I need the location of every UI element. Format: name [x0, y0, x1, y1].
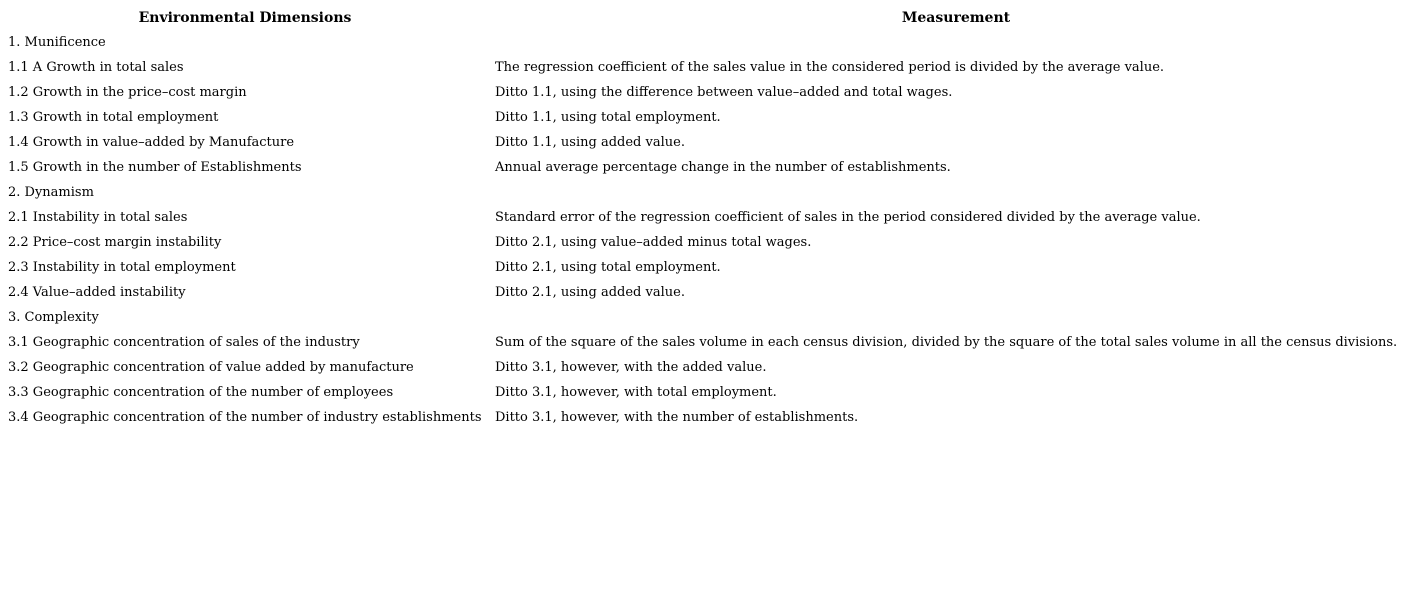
measurement-cell: Ditto 2.1, using added value. — [495, 285, 685, 300]
dimension-cell: 3.1 Geographic concentration of sales of the industry — [8, 335, 360, 350]
dimension-cell: 3.4 Geographic concentration of the number of industry establishments — [8, 410, 482, 425]
measurement-cell: The regression coefficient of the sales value in the considered period is divided by the average value. — [495, 60, 1165, 75]
dimension-cell: 1.1 A Growth in total sales — [8, 60, 184, 75]
measurement-cell: Ditto 1.1, using the difference between value–added and total wages. — [495, 85, 953, 100]
table-row — [0, 405, 1422, 430]
dimension-cell: 1.5 Growth in the number of Establishments — [8, 160, 302, 175]
dimension-cell: 1. Munificence — [8, 35, 106, 50]
table-row — [0, 55, 1422, 80]
table-row — [0, 255, 1422, 280]
column-header-environmental-dimensions: Environmental Dimensions — [138, 9, 352, 26]
environmental-dimensions-table — [0, 5, 1422, 430]
measurement-cell: Standard error of the regression coefficient of sales in the period considered divided by the average value. — [495, 210, 1201, 225]
measurement-cell: Ditto 2.1, using value–added minus total wages. — [495, 235, 812, 250]
table-row — [0, 130, 1422, 155]
measurement-cell: Annual average percentage change in the number of establishments. — [495, 160, 951, 175]
table-row — [0, 80, 1422, 105]
table-row — [0, 30, 1422, 55]
measurement-cell: Sum of the square of the sales volume in each census division, divided by the square of the total sales volume in all the census divisions. — [495, 335, 1398, 350]
table-row — [0, 355, 1422, 380]
table-row — [0, 305, 1422, 330]
measurement-cell: Ditto 1.1, using added value. — [495, 135, 685, 150]
measurement-cell: Ditto 3.1, however, with the added value. — [495, 360, 767, 375]
measurement-cell: Ditto 2.1, using total employment. — [495, 260, 721, 275]
table-row — [0, 155, 1422, 180]
measurement-cell: Ditto 1.1, using total employment. — [495, 110, 721, 125]
table-row — [0, 105, 1422, 130]
dimension-cell: 2.1 Instability in total sales — [8, 210, 188, 225]
table-row — [0, 330, 1422, 355]
table-row — [0, 380, 1422, 405]
dimension-cell: 3.3 Geographic concentration of the number of employees — [8, 385, 394, 400]
dimension-cell: 2.4 Value–added instability — [8, 285, 186, 300]
table-row — [0, 205, 1422, 230]
measurement-cell — [490, 180, 1422, 205]
table-header — [0, 5, 1422, 30]
table-row — [0, 230, 1422, 255]
dimension-cell: 1.2 Growth in the price–cost margin — [8, 85, 247, 100]
dimension-cell: 2. Dynamism — [8, 185, 94, 200]
dimension-cell: 1.3 Growth in total employment — [8, 110, 219, 125]
dimension-cell: 2.3 Instability in total employment — [8, 260, 236, 275]
measurement-cell — [490, 30, 1422, 55]
measurement-cell: Ditto 3.1, however, with the number of establishments. — [495, 410, 859, 425]
dimension-cell: 2.2 Price–cost margin instability — [8, 235, 222, 250]
measurement-cell: Ditto 3.1, however, with total employment. — [495, 385, 777, 400]
column-header-measurement: Measurement — [901, 9, 1011, 26]
table-row — [0, 180, 1422, 205]
dimension-cell: 3. Complexity — [8, 310, 99, 325]
table-row — [0, 280, 1422, 305]
measurement-cell — [490, 305, 1422, 330]
dimension-cell: 3.2 Geographic concentration of value added by manufacture — [8, 360, 414, 375]
dimension-cell: 1.4 Growth in value–added by Manufacture — [8, 135, 295, 150]
header-row — [0, 5, 1422, 30]
table-body — [0, 30, 1422, 430]
